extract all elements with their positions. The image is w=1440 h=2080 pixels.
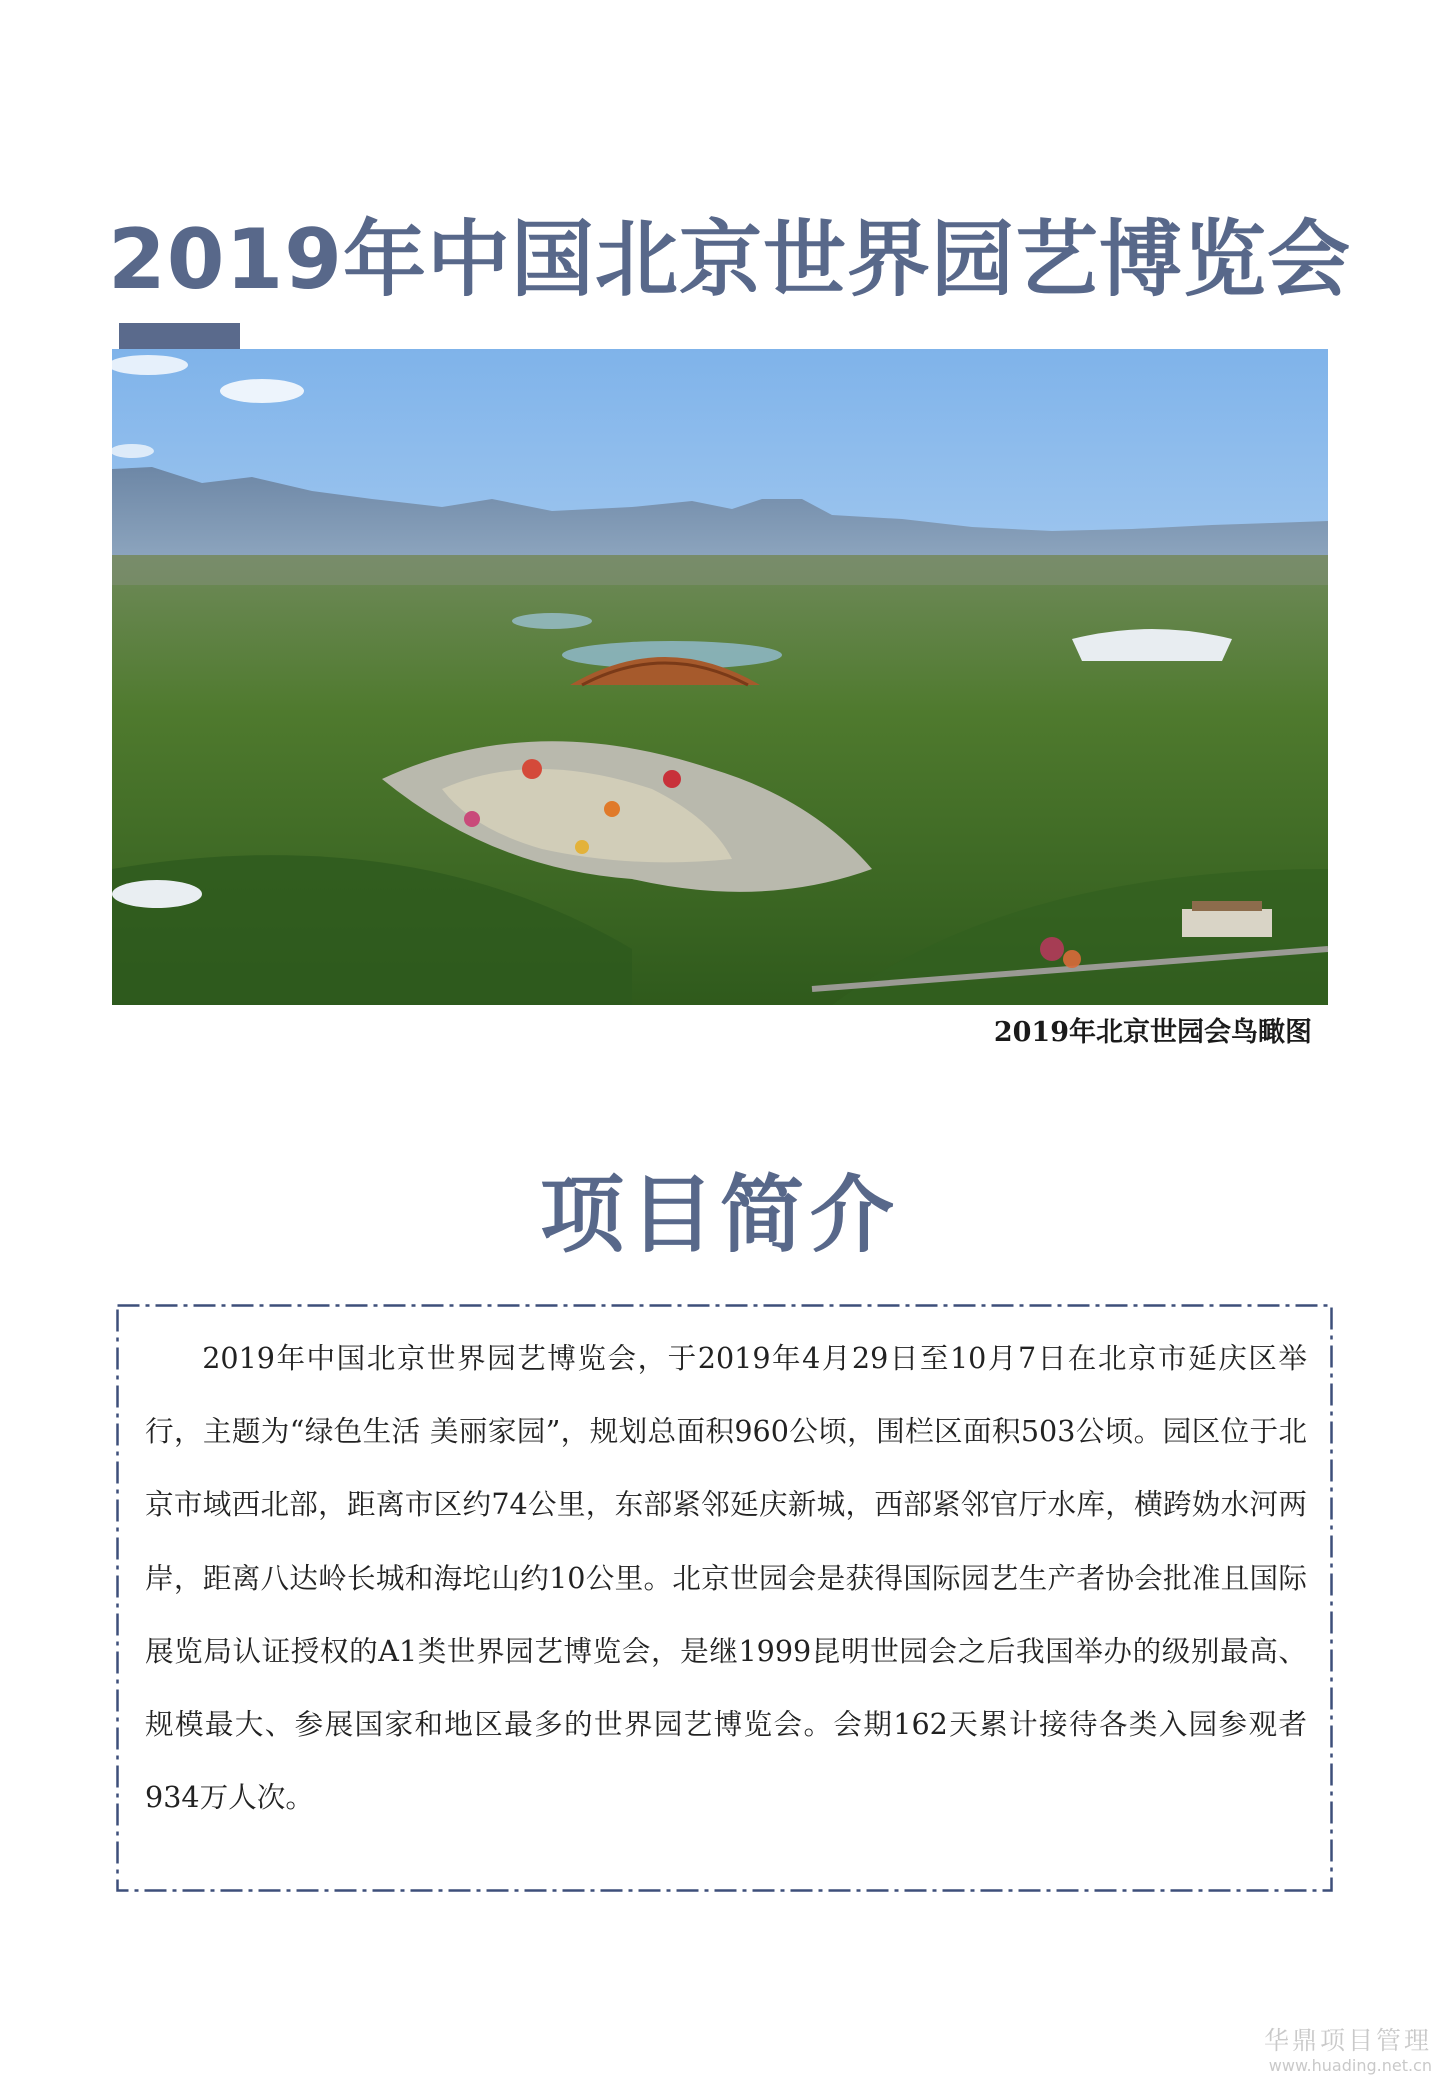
section-heading: 项目简介	[539, 1166, 900, 1264]
watermark-name: 华鼎项目管理	[1263, 2026, 1432, 2055]
watermark	[1264, 2026, 1432, 2076]
photo-caption: 2019年北京世园会鸟瞰图	[993, 1017, 1312, 1048]
intro-paragraph: 2019年中国北京世界园艺博览会，于2019年4月29日至10月7日在北京市延庆区举行，主题为“绿色生活 美丽家园”，规划总面积960公顷，围栏区面积503公顷。园区位于北京市域西北部，距离市区约74公里，东部紧邻延庆新城，西部紧邻官厅水库，横跨妫水河两岸，距离八达岭长城和海坨山约10公里。北京世园会是获得国际园艺生产者协会批准且国际展览局认证授权的A1类世界园艺博览会，是继1999昆明世园会之后我国举办的级别最高、规模最大、参展国家和地区最多的世界园艺博览会。会期162天累计接待各类入园参观者934万人次。	[145, 1341, 1307, 1815]
aerial-photo-illustration	[112, 349, 1328, 1005]
watermark-url: www.huading.net.cn	[1268, 2056, 1432, 2075]
page-title: 2019年中国北京世界园艺博览会	[108, 211, 1352, 308]
intro-box	[116, 1304, 1333, 1892]
aerial-photo	[112, 349, 1328, 1005]
title-accent-bar	[119, 323, 240, 351]
